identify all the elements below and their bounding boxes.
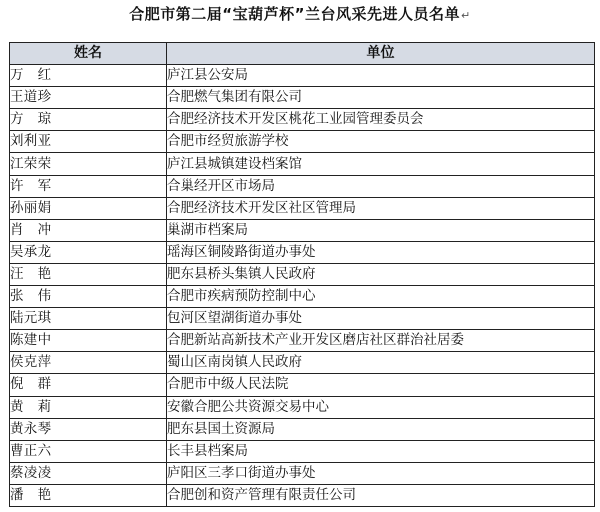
table-row — [10, 374, 595, 396]
table-row — [10, 263, 595, 285]
name-cell: 黄永琴 — [10, 418, 167, 440]
paragraph-mark-icon: ↵ — [461, 9, 471, 22]
name-cell: 方 琼 — [10, 109, 167, 131]
name-cell: 侯克萍 — [10, 352, 167, 374]
title-text: 合肥市第二届“宝葫芦杯”兰台风采先进人员名单 — [129, 5, 460, 23]
name-cell: 许 军 — [10, 175, 167, 197]
table-row — [10, 308, 595, 330]
unit-cell: 长丰县档案局 — [167, 440, 595, 462]
name-cell: 汪 艳 — [10, 263, 167, 285]
table-row — [10, 87, 595, 109]
document-title — [0, 4, 600, 26]
unit-cell: 合肥新站高新技术产业开发区磨店社区群治社居委 — [167, 330, 595, 352]
table-row — [10, 109, 595, 131]
name-cell: 张 伟 — [10, 286, 167, 308]
table-row — [10, 175, 595, 197]
unit-cell: 包河区望湖街道办事处 — [167, 308, 595, 330]
unit-cell: 合肥经济技术开发区社区管理局 — [167, 197, 595, 219]
name-cell: 吴承龙 — [10, 241, 167, 263]
unit-cell: 庐阳区三孝口街道办事处 — [167, 462, 595, 484]
table-row — [10, 197, 595, 219]
unit-cell: 肥东县国土资源局 — [167, 418, 595, 440]
unit-cell: 合肥市疾病预防控制中心 — [167, 286, 595, 308]
unit-cell: 庐江县城镇建设档案馆 — [167, 153, 595, 175]
name-cell: 刘利亚 — [10, 131, 167, 153]
name-cell: 江荣荣 — [10, 153, 167, 175]
name-cell: 孙丽娟 — [10, 197, 167, 219]
table-row — [10, 241, 595, 263]
table-row — [10, 330, 595, 352]
name-cell: 王道珍 — [10, 87, 167, 109]
unit-cell: 合肥市中级人民法院 — [167, 374, 595, 396]
table-row — [10, 219, 595, 241]
name-cell: 陈建中 — [10, 330, 167, 352]
name-cell: 陆元琪 — [10, 308, 167, 330]
header-unit: 单位 — [167, 43, 595, 65]
unit-cell: 合肥市经贸旅游学校 — [167, 131, 595, 153]
name-cell: 万 红 — [10, 65, 167, 87]
table-body — [10, 65, 595, 507]
name-cell: 黄 莉 — [10, 396, 167, 418]
name-cell: 曹正六 — [10, 440, 167, 462]
table-row — [10, 484, 595, 506]
name-cell: 倪 群 — [10, 374, 167, 396]
unit-cell: 瑶海区铜陵路街道办事处 — [167, 241, 595, 263]
table-row — [10, 352, 595, 374]
unit-cell: 合巢经开区市场局 — [167, 175, 595, 197]
name-cell: 蔡凌凌 — [10, 462, 167, 484]
unit-cell: 肥东县桥头集镇人民政府 — [167, 263, 595, 285]
table-row — [10, 131, 595, 153]
unit-cell: 合肥经济技术开发区桃花工业园管理委员会 — [167, 109, 595, 131]
table-row — [10, 65, 595, 87]
table-row — [10, 462, 595, 484]
table-row — [10, 396, 595, 418]
table-header-row — [10, 43, 595, 65]
unit-cell: 蜀山区南岗镇人民政府 — [167, 352, 595, 374]
table-row — [10, 153, 595, 175]
unit-cell: 巢湖市档案局 — [167, 219, 595, 241]
name-cell: 潘 艳 — [10, 484, 167, 506]
table-row — [10, 440, 595, 462]
unit-cell: 合肥创和资产管理有限责任公司 — [167, 484, 595, 506]
table-row — [10, 286, 595, 308]
unit-cell: 庐江县公安局 — [167, 65, 595, 87]
award-roster-table — [9, 42, 595, 507]
name-cell: 肖 冲 — [10, 219, 167, 241]
table-row — [10, 418, 595, 440]
unit-cell: 安徽合肥公共资源交易中心 — [167, 396, 595, 418]
header-name: 姓名 — [10, 43, 167, 65]
unit-cell: 合肥燃气集团有限公司 — [167, 87, 595, 109]
